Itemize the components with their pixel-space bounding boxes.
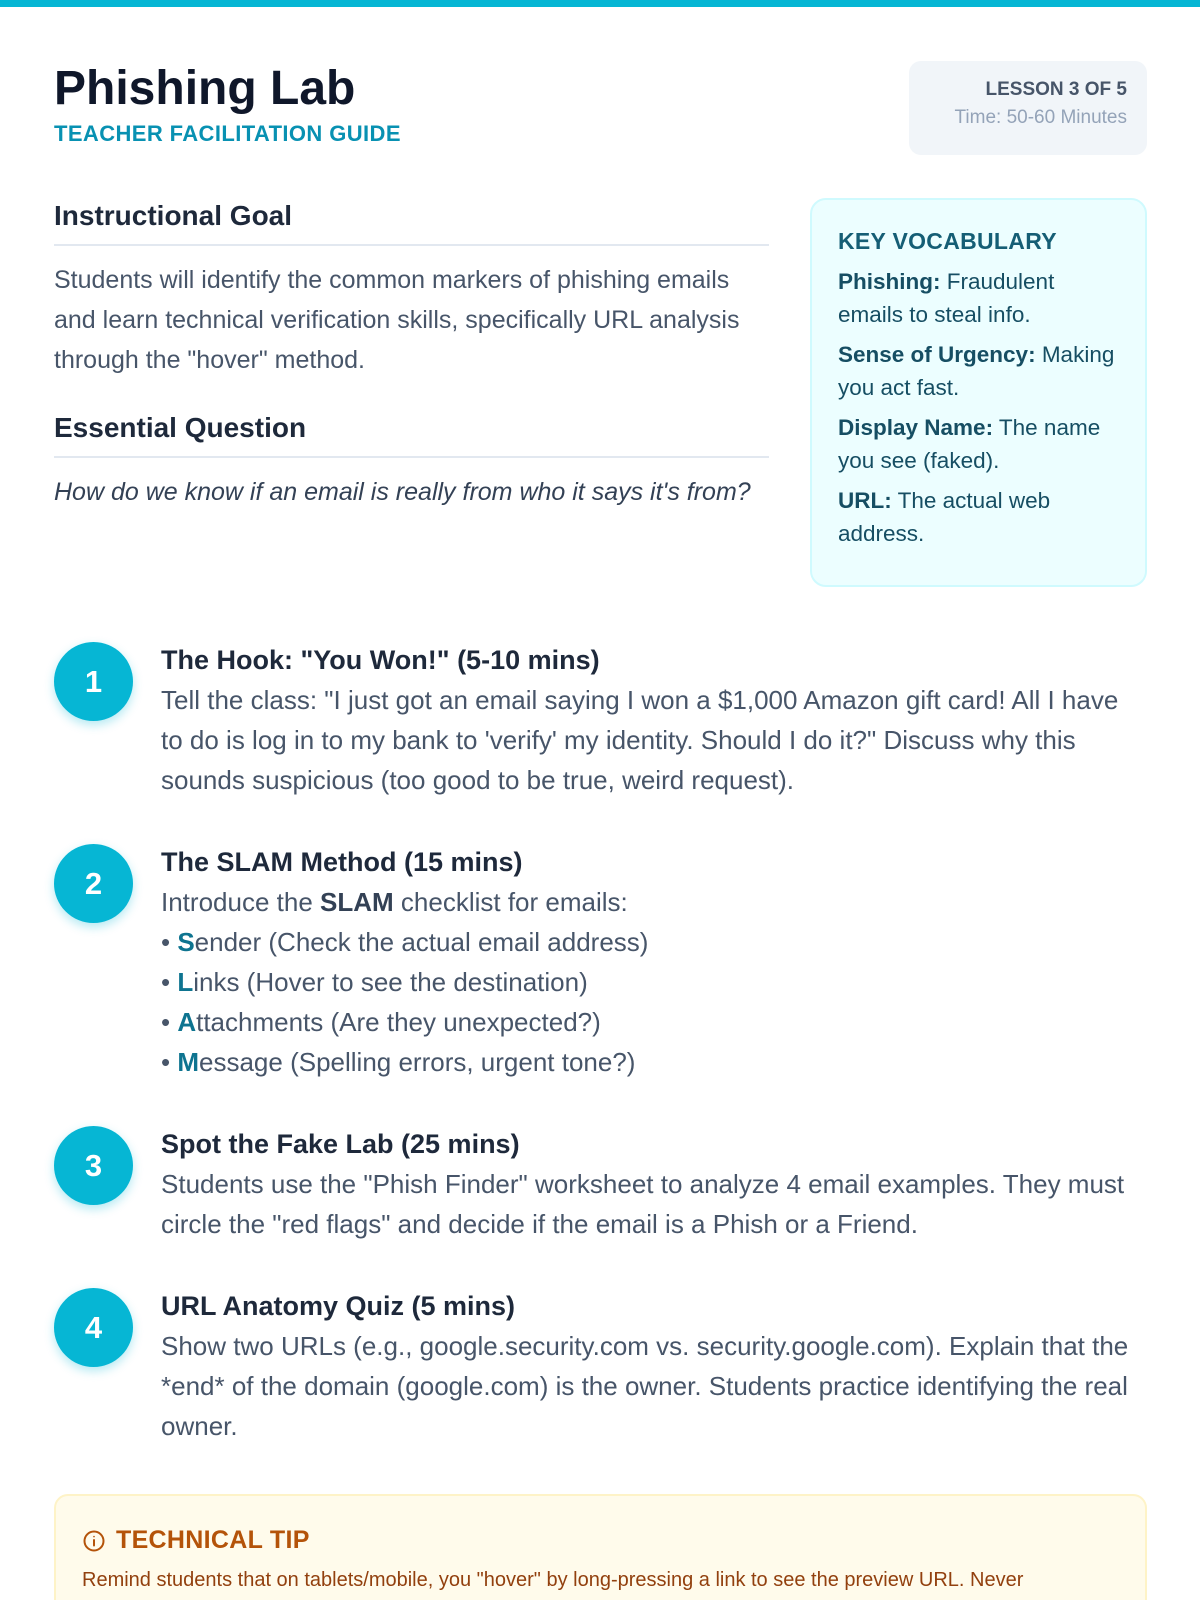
slam-bullet — [161, 962, 1147, 1002]
step-number-badge: 1 — [54, 642, 133, 721]
bullet-dot: • — [161, 1007, 178, 1037]
vocab-item — [838, 265, 1119, 331]
slam-bullet-text: inks (Hover to see the destination) — [193, 967, 588, 997]
goal-heading: Instructional Goal — [54, 200, 769, 246]
slam-intro-start: Introduce the — [161, 887, 320, 917]
step-number-badge: 4 — [54, 1288, 133, 1367]
slam-letter: L — [177, 967, 194, 997]
vocab-term: URL: — [838, 488, 892, 513]
step-number-badge: 3 — [54, 1126, 133, 1205]
step-text: Show two URLs (e.g., google.security.com vs. security.google.com). Explain that the *end* of the domain (google.com) is the owner. Students practice identifying the real owner. — [161, 1331, 1129, 1441]
step-title: Spot the Fake Lab (25 mins) — [161, 1129, 520, 1159]
slam-bullet — [161, 1002, 1147, 1042]
step-title: URL Anatomy Quiz (5 mins) — [161, 1291, 516, 1321]
vocab-item — [838, 484, 1119, 550]
overview-column — [54, 200, 769, 512]
tip-header — [82, 1526, 1119, 1555]
question-heading: Essential Question — [54, 412, 769, 458]
step-number-badge: 2 — [54, 844, 133, 923]
bullet-dot: • — [161, 927, 178, 957]
vocab-item — [838, 411, 1119, 477]
slam-bullet-text: ttachments (Are they unexpected?) — [196, 1007, 601, 1037]
vocab-term: Phishing: — [838, 269, 941, 294]
vocab-definition: Fraudulent emails to steal info. — [838, 269, 1055, 327]
slam-intro-end: checklist for emails: — [393, 887, 628, 917]
step-text: Students use the "Phish Finder" worksheet to analyze 4 email examples. They must circle the "red flags" and decide if the email is a Phish or a Friend. — [161, 1169, 1125, 1239]
vocab-term: Sense of Urgency: — [838, 342, 1036, 367]
slam-bullet-text: essage (Spelling errors, urgent tone?) — [199, 1047, 636, 1077]
step-text — [161, 882, 1147, 922]
vocab-term: Display Name: — [838, 415, 994, 440]
bullet-dot: • — [161, 967, 178, 997]
slam-bullet — [161, 922, 1147, 962]
tip-text: Remind students that on tablets/mobile, you "hover" by long-pressing a link to see the preview URL. Never — [82, 1569, 1024, 1591]
step-1 — [54, 640, 1147, 800]
question-text: How do we know if an email is really from who it says it's from? — [54, 478, 751, 506]
lesson-number: LESSON 3 OF 5 — [985, 79, 1127, 100]
bullet-dot: • — [161, 1047, 178, 1077]
slam-letter: A — [177, 1007, 197, 1037]
tip-heading: TECHNICAL TIP — [116, 1526, 310, 1554]
step-2 — [54, 842, 1147, 1082]
slam-letter: S — [177, 927, 195, 957]
vocab-definition: The actual web address. — [838, 488, 1051, 546]
lesson-time: Time: 50-60 Minutes — [954, 107, 1127, 128]
vocab-definition: Making you act fast. — [838, 342, 1115, 400]
slam-bullet-text: ender (Check the actual email address) — [194, 927, 649, 957]
lesson-steps — [54, 640, 1147, 1446]
vocab-definition: The name you see (faked). — [838, 415, 1101, 473]
step-title: The SLAM Method (15 mins) — [161, 847, 523, 877]
technical-tip-box — [54, 1494, 1147, 1600]
info-icon — [82, 1529, 106, 1553]
slam-acronym: SLAM — [320, 887, 394, 917]
slam-bullet — [161, 1042, 1147, 1082]
goal-text: Students will identify the common markers of phishing emails and learn technical verification skills, specifically URL analysis through the "hover" method. — [54, 266, 740, 374]
slam-letter: M — [177, 1047, 199, 1077]
page-title: Phishing Lab — [54, 62, 356, 115]
key-vocabulary-box — [810, 198, 1147, 587]
lesson-info-badge — [909, 61, 1147, 155]
step-3 — [54, 1124, 1147, 1244]
vocab-item — [838, 338, 1119, 404]
step-text: Tell the class: "I just got an email saying I won a $1,000 Amazon gift card! All I have to do is log in to my bank to 'verify' my identity. Should I do it?" Discuss why this sounds suspicious (too good to be true, weird request). — [161, 685, 1119, 795]
page-header — [54, 60, 1147, 160]
page-subtitle: TEACHER FACILITATION GUIDE — [54, 120, 401, 146]
vocab-heading: KEY VOCABULARY — [838, 228, 1057, 254]
step-title: The Hook: "You Won!" (5-10 mins) — [161, 645, 600, 675]
top-accent-bar — [0, 0, 1200, 7]
step-4 — [54, 1286, 1147, 1446]
